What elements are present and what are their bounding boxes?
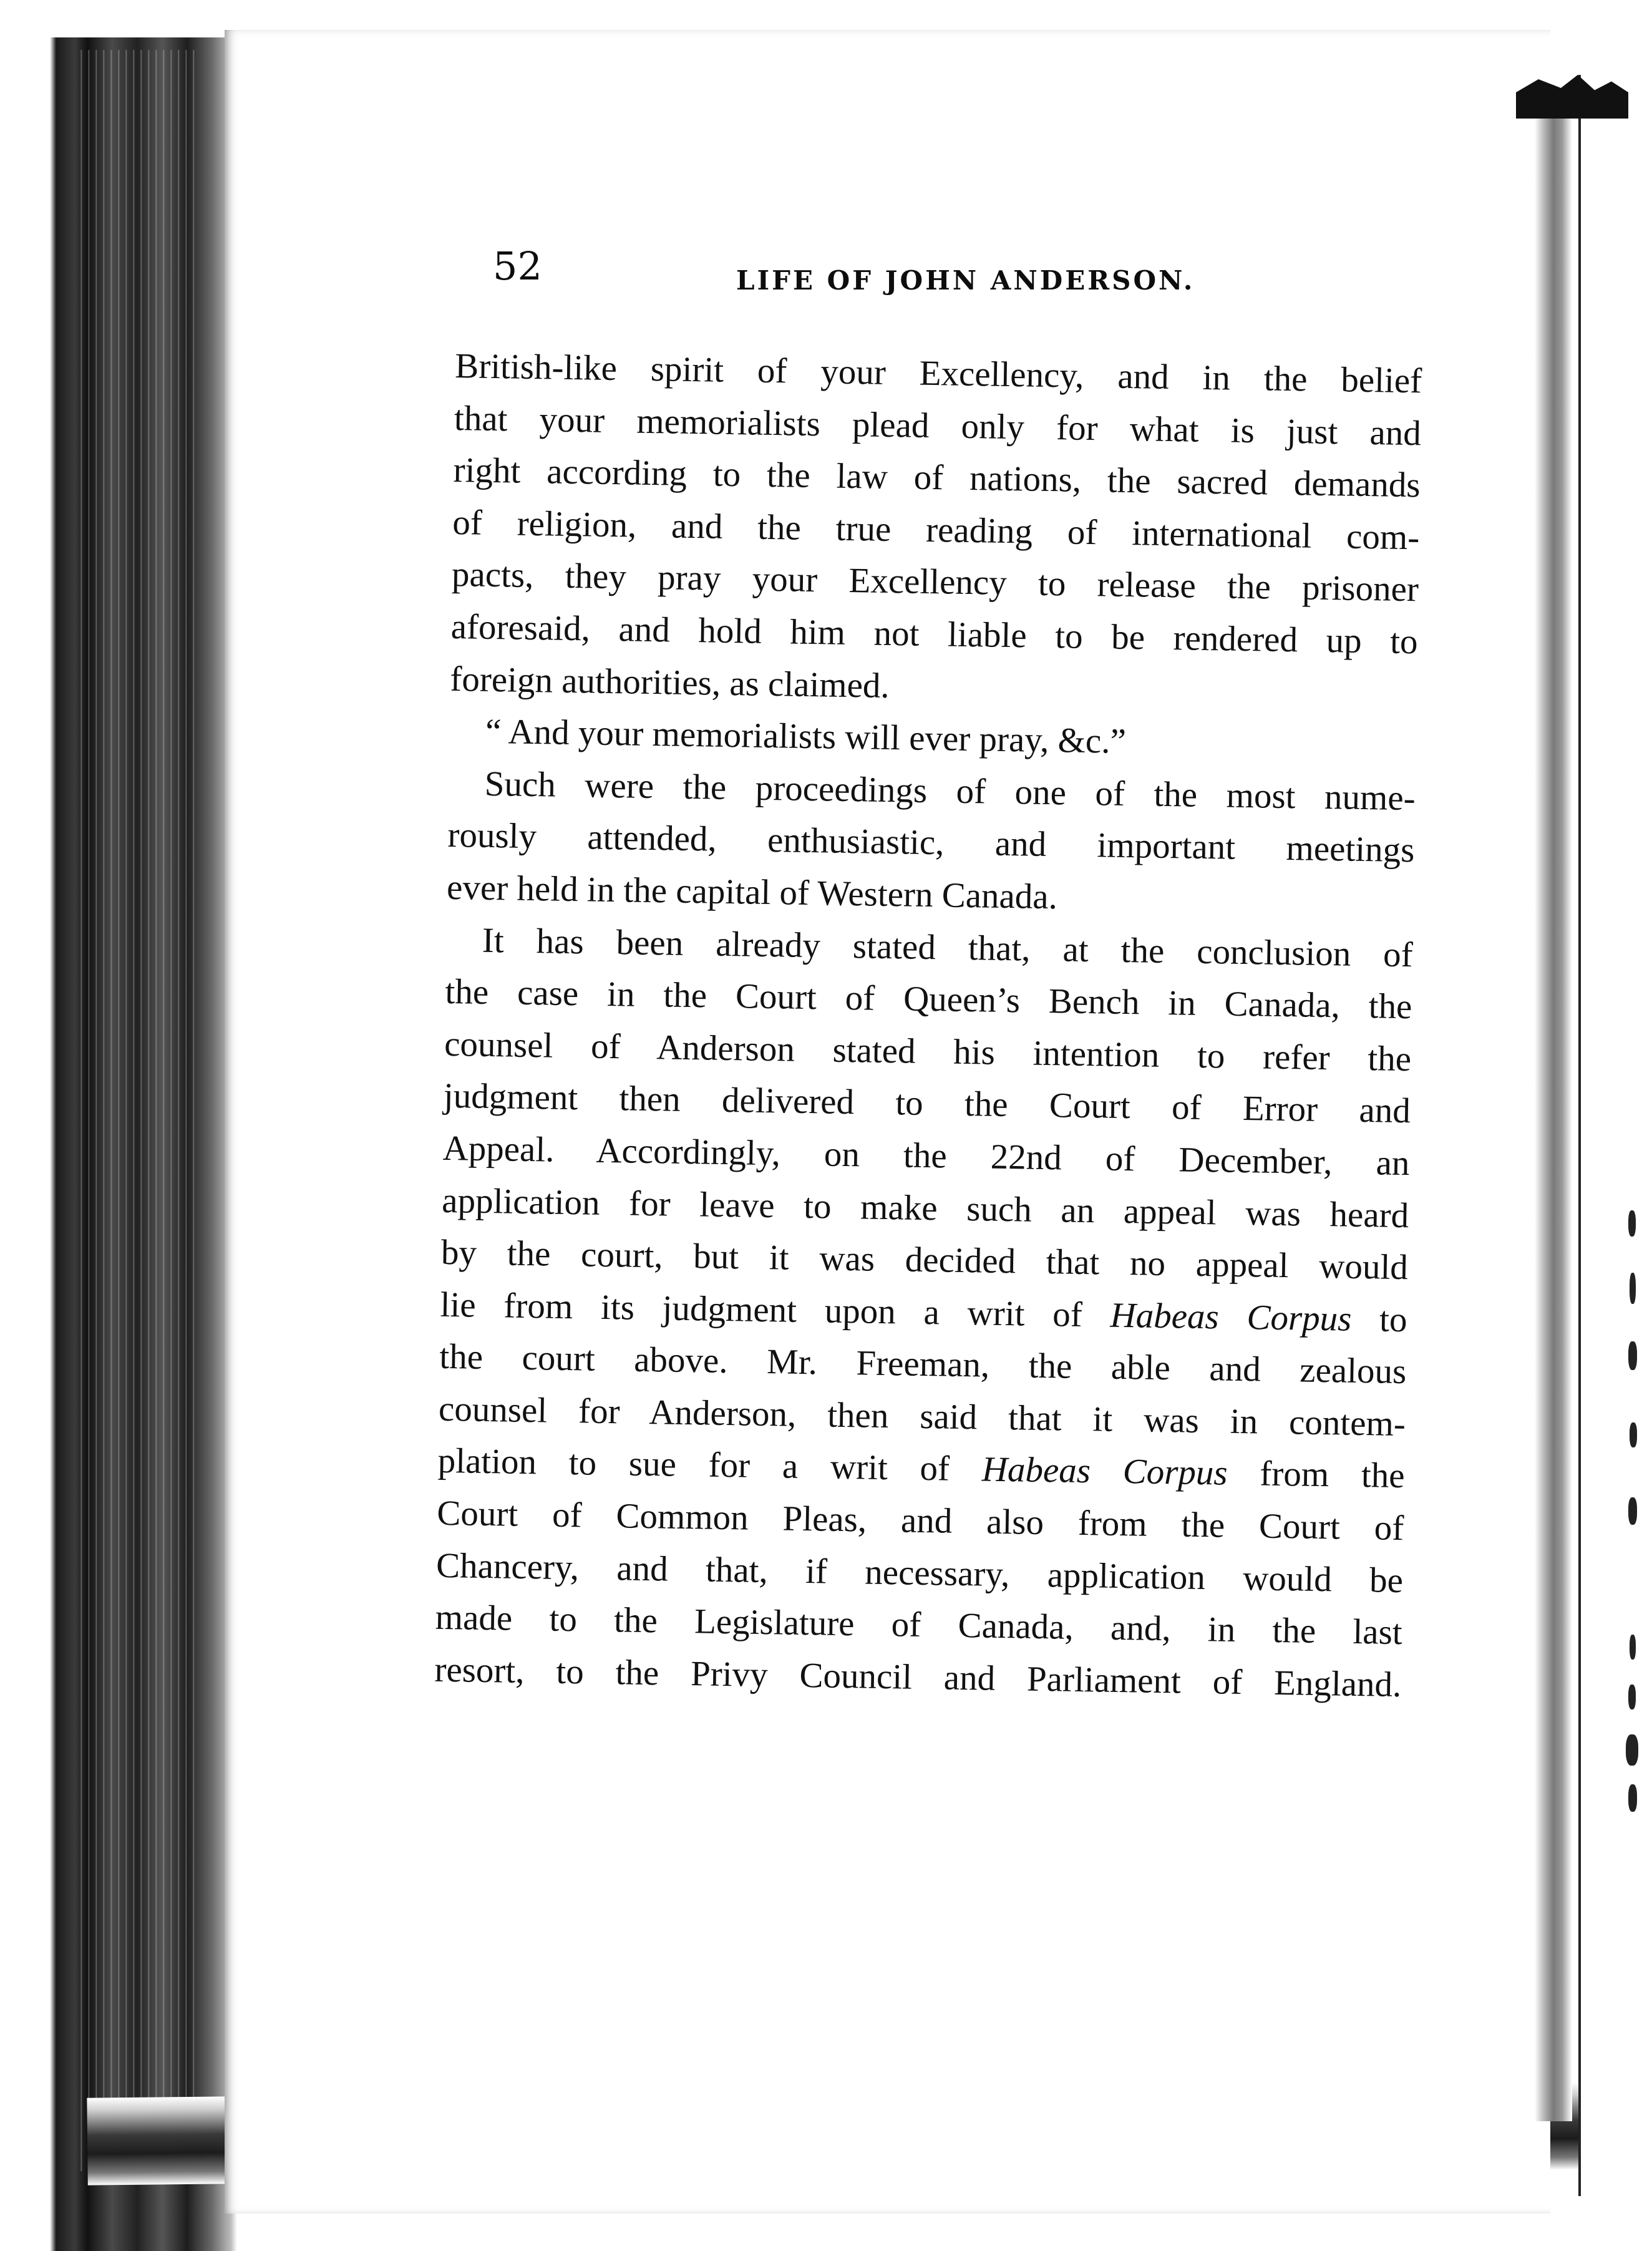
text-line-tail: to: [1379, 1300, 1408, 1339]
text-line-content: Appeal. Accordingly, on the 22nd of December, an: [442, 1128, 1410, 1184]
facing-page-glyph: [1628, 1784, 1637, 1812]
text-line-content: the case in the Court of Queen’s Bench in Canada, the: [445, 972, 1412, 1027]
facing-page-glyph: [1628, 1210, 1636, 1237]
italic-phrase: Habeas Corpus: [1110, 1295, 1352, 1339]
text-line-content: right according to the law of nations, the sacred demands: [453, 450, 1421, 505]
text-line-content: Court of Common Pleas, and also from the Court of: [436, 1493, 1404, 1548]
text-line-content: resort, to the Privy Council and Parliament of England.: [434, 1650, 1402, 1704]
text-line-content: pacts, they pray your Excellency to release the prisoner: [451, 555, 1419, 610]
text-line-content: lie from its judgment upon a writ of: [440, 1285, 1083, 1335]
facing-page-glyph: [1628, 1685, 1636, 1709]
text-line-content: “ And your memorialists will ever pray, &c.”: [485, 711, 1127, 762]
facing-page-glyph: [1630, 1422, 1637, 1447]
text-line-content: British-like spirit of your Excellency, and in the belief: [454, 346, 1422, 401]
page-stack-lines: [75, 50, 200, 2171]
text-line-content: of religion, and the true reading of international com-: [452, 502, 1420, 558]
text-line-content: judgment then delivered to the Court of Error and: [443, 1076, 1411, 1131]
facing-page-glyph: [1630, 1635, 1636, 1660]
text-line-content: the court above. Mr. Freeman, the able and zealous: [439, 1337, 1407, 1392]
body-text: [434, 340, 1422, 1711]
text-line-content: by the court, but it was decided that no appeal would: [440, 1232, 1409, 1288]
text-line-content: It has been already stated that, at the conclusion of: [482, 920, 1414, 975]
text-line-content: ever held in the capital of Western Canada.: [446, 867, 1058, 917]
text-line-content: rously attended, enthusiastic, and important meetings: [447, 815, 1415, 870]
text-line-content: that your memorialists plead only for what is just and: [454, 398, 1422, 453]
text-line-tail: from the: [1259, 1454, 1406, 1496]
text-line-content: plation to sue for a writ of: [437, 1441, 950, 1489]
facing-page-glyph: [1630, 1273, 1636, 1304]
text-line-content: made to the Legislature of Canada, and, in the last: [435, 1598, 1403, 1653]
binding-gutter: [1535, 100, 1572, 2121]
text-line-content: Such were the proceedings of one of the most nume-: [484, 764, 1416, 819]
text-line-content: application for leave to make such an appeal was heard: [441, 1180, 1409, 1235]
facing-page-glyph: [1628, 1341, 1637, 1370]
facing-page-edge: [1578, 75, 1652, 2196]
running-head-title: LIFE OF JOHN ANDERSON.: [736, 265, 1195, 296]
text-line-content: aforesaid, and hold him not liable to be rendered up to: [450, 606, 1419, 662]
page-number: 52: [493, 243, 542, 289]
italic-phrase: Habeas Corpus: [981, 1449, 1228, 1494]
text-line-content: Chancery, and that, if necessary, application would be: [435, 1545, 1404, 1600]
text-line-content: counsel for Anderson, then said that it was in contem-: [438, 1389, 1406, 1444]
facing-page-glyph: [1628, 1497, 1637, 1525]
text-line-content: foreign authorities, as claimed.: [449, 659, 890, 706]
text-line-content: counsel of Anderson stated his intention to refer the: [444, 1024, 1412, 1079]
facing-page-glyph: [1626, 1734, 1638, 1766]
